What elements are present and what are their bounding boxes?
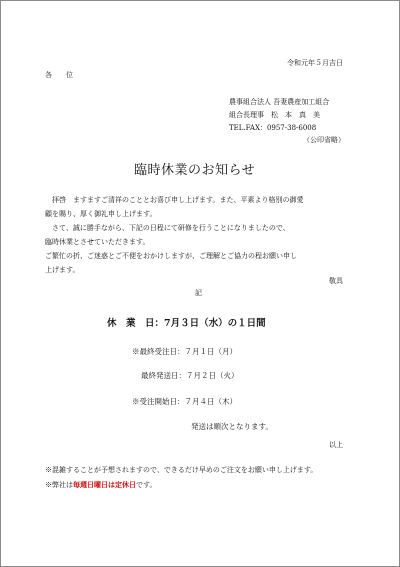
body-paragraph-1-line-1: 拝啓 ますますご清祥のこととお喜び申し上げます。また、平素より格別の御愛 — [45, 196, 304, 204]
sender-phone-fax: TEL.FAX：0957-38-6008 — [229, 124, 317, 132]
page-title: 臨時休業のお知らせ — [134, 163, 256, 178]
body-paragraph-1-line-2: 顧を賜り、厚く御礼申し上げます。 — [45, 210, 157, 218]
ki-heading: 記 — [195, 289, 202, 297]
last-order-date: ※最終受注日：７月１日（月） — [132, 347, 237, 356]
holiday-date-line: 休 業 日：7月３日（水）の１日間 — [107, 318, 266, 329]
body-paragraph-2-line-1: さて、誠に勝手ながら、下記の日程にて研修を行うことになりましたので、 — [45, 224, 290, 232]
regular-holiday-highlight: 毎週日曜日は定休日 — [73, 480, 136, 489]
ijou-end-marker: 以上 — [329, 441, 343, 449]
body-paragraph-3-line-1: ご繁忙の折、ご迷惑とご不便をおかけしますが、ご理解とご協力の程お願い申し — [45, 252, 297, 260]
note-congestion: ※混雑することが予想されますので、できるだけ早めのご注文をお願い申し上げます。 — [45, 466, 318, 474]
body-paragraph-2-line-2: 臨時休業とさせていただきます。 — [45, 238, 150, 246]
note-regular-holiday — [45, 481, 156, 489]
addressee: 各 位 — [45, 71, 73, 79]
body-paragraph-3-line-2: 上げます。 — [45, 266, 80, 274]
closing-keigu: 敬具 — [329, 277, 343, 285]
seal-omitted-note: （公印省略） — [303, 136, 345, 144]
note-regular-holiday-suffix: です。 — [136, 481, 157, 489]
issue-date: 令和元年５月吉日 — [287, 59, 343, 67]
note-regular-holiday-prefix: ※弊社は — [45, 481, 73, 489]
shipping-note: 発送は順次となります。 — [191, 422, 273, 431]
last-shipping-date: 最終発送日：７月２日（火） — [141, 371, 239, 380]
sender-organization: 農事組合法人 吾妻農産加工組合 — [229, 98, 330, 106]
order-resume-date: ※受注開始日：７月４日（木） — [132, 397, 237, 406]
sender-representative: 組合長理事 松 本 真 美 — [229, 111, 320, 119]
